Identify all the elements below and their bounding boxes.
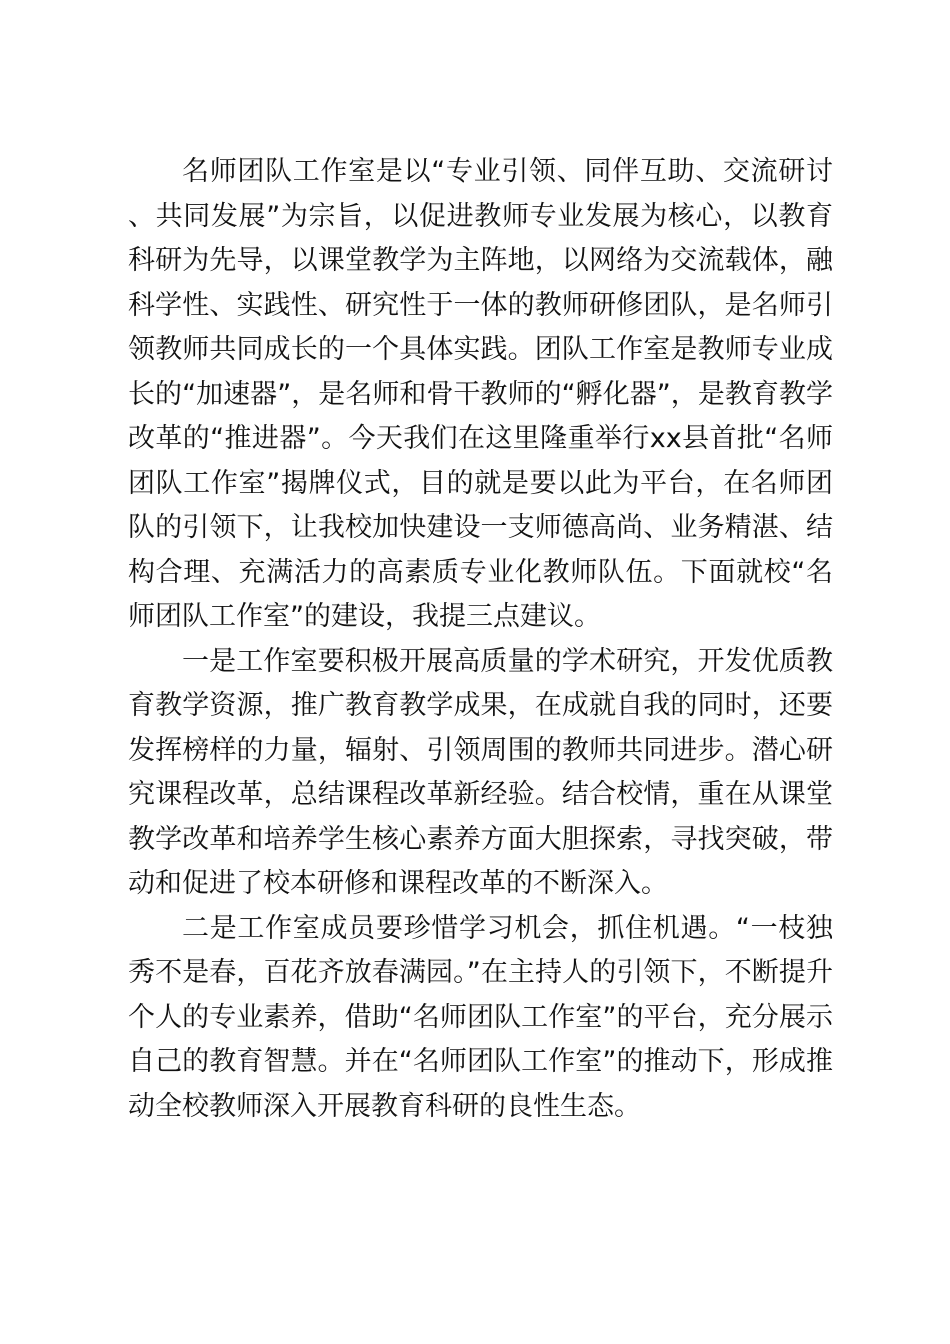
paragraph-point-two: 二是工作室成员要珍惜学习机会，抓住机遇。“一枝独秀不是春，百花齐放春满园。”在主持人的引领下，不断提升个人的专业素养，借助“名师团队工作室”的平台，充分展示自己的教育智慧。并在“名师团队工作室”的推动下，形成推动全校教师深入开展教育科研的良性生态。: [128, 912, 833, 1122]
paragraph-point-one: 一是工作室要积极开展高质量的学术研究，开发优质教育教学资源，推广教育教学成果，在成就自我的同时，还要发挥榜样的力量，辐射、引领周围的教师共同进步。潜心研究课程改革，总结课程改革新经验。结合校情，重在从课堂教学改革和培养学生核心素养方面大胆探索，寻找突破，带动和促进了校本研修和课程改革的不断深入。: [128, 645, 833, 899]
document-body: [128, 150, 833, 1129]
paragraph-intro: 名师团队工作室是以“专业引领、同伴互助、交流研讨、共同发展”为宗旨，以促进教师专业发展为核心，以教育科研为先导，以课堂教学为主阵地，以网络为交流载体，融科学性、实践性、研究性于一体的教师研修团队，是名师引领教师共同成长的一个具体实践。团队工作室是教师专业成长的“加速器”，是名师和骨干教师的“孵化器”，是教育教学改革的“推进器”。今天我们在这里隆重举行xx县首批“名师团队工作室”揭牌仪式，目的就是要以此为平台，在名师团队的引领下，让我校加快建设一支师德高尚、业务精湛、结构合理、充满活力的高素质专业化教师队伍。下面就校“名师团队工作室”的建设，我提三点建议。: [128, 156, 833, 632]
